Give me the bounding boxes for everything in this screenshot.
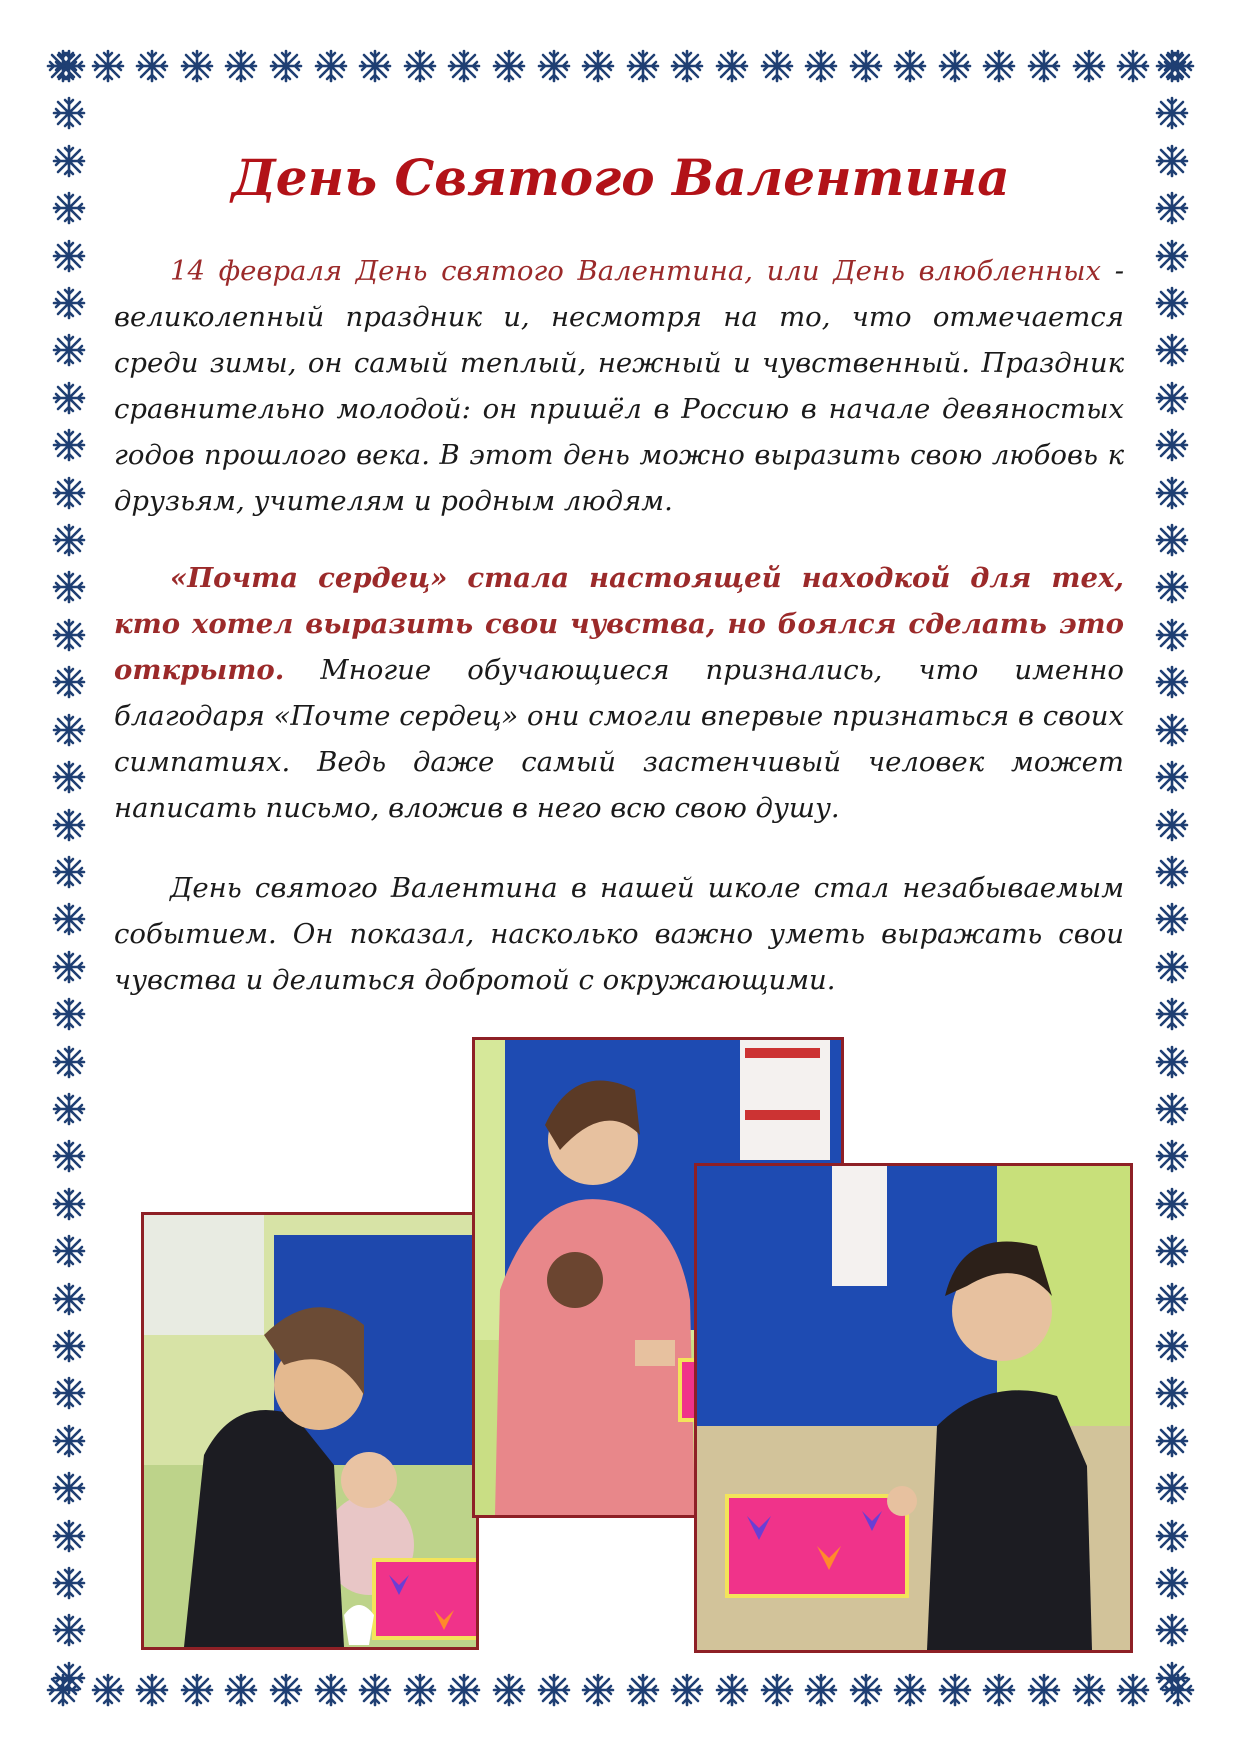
snowflake-icon (848, 48, 884, 84)
snowflake-icon (268, 48, 304, 84)
snowflake-icon (51, 996, 87, 1032)
snowflake-icon (536, 1672, 572, 1708)
snowflake-icon (848, 1672, 884, 1708)
snowflake-icon (1154, 1328, 1190, 1364)
snowflake-icon (90, 48, 126, 84)
paragraph-intro-highlight: 14 февраля День святого Валентина, или День влюбленных (170, 255, 1102, 287)
snowflake-icon (51, 712, 87, 748)
snowflake-icon (1071, 1672, 1107, 1708)
paragraph-intro (114, 248, 1124, 524)
snowflake-icon (402, 1672, 438, 1708)
snowflake-icon (51, 475, 87, 511)
snowflake-icon (1154, 1565, 1190, 1601)
snowflake-icon (1154, 380, 1190, 416)
snowflake-icon (51, 380, 87, 416)
snowflake-icon (51, 1091, 87, 1127)
photo-left (141, 1212, 479, 1650)
snowflake-icon (51, 48, 87, 84)
snowflake-icon (1154, 664, 1190, 700)
snowflake-icon (51, 664, 87, 700)
snowflake-icon (625, 1672, 661, 1708)
snowflake-icon (491, 48, 527, 84)
snowflake-icon (892, 1672, 928, 1708)
snowflake-icon (51, 854, 87, 890)
snowflake-icon (803, 1672, 839, 1708)
snowflake-icon (134, 1672, 170, 1708)
snowflake-icon (223, 48, 259, 84)
snowflake-icon (1026, 1672, 1062, 1708)
snowflake-icon (1154, 949, 1190, 985)
snowflake-icon (357, 48, 393, 84)
snowflake-icon (51, 1565, 87, 1601)
snowflake-icon (1154, 95, 1190, 131)
snowflake-icon (51, 569, 87, 605)
snowflake-icon (51, 617, 87, 653)
snowflake-icon (580, 1672, 616, 1708)
snowflake-icon (51, 1138, 87, 1174)
snowflake-icon (1154, 996, 1190, 1032)
snowflake-icon (1115, 1672, 1151, 1708)
photo-left-image (144, 1215, 476, 1647)
snowflake-icon (51, 1612, 87, 1648)
snowflake-icon (51, 1044, 87, 1080)
snowflake-icon (1154, 285, 1190, 321)
snowflake-icon (51, 1281, 87, 1317)
snowflake-icon (51, 807, 87, 843)
snowflake-icon (1154, 48, 1190, 84)
snowflake-icon (1154, 1375, 1190, 1411)
photo-right (694, 1163, 1133, 1653)
snowflake-icon (892, 48, 928, 84)
snowflake-icon (51, 1660, 87, 1696)
snowflake-icon (402, 48, 438, 84)
snowflake-icon (1071, 48, 1107, 84)
border-left (45, 48, 93, 1696)
snowflake-icon (51, 949, 87, 985)
snowflake-icon (1154, 569, 1190, 605)
page-title: День Святого Валентина (231, 148, 1010, 207)
snowflake-icon (51, 95, 87, 131)
snowflake-icon (714, 48, 750, 84)
snowflake-icon (223, 1672, 259, 1708)
snowflake-icon (1154, 1186, 1190, 1222)
snowflake-icon (937, 1672, 973, 1708)
snowflake-icon (714, 1672, 750, 1708)
snowflake-icon (1154, 1091, 1190, 1127)
snowflake-icon (1154, 1138, 1190, 1174)
snowflake-icon (669, 1672, 705, 1708)
snowflake-icon (759, 1672, 795, 1708)
snowflake-icon (803, 48, 839, 84)
snowflake-icon (1154, 1470, 1190, 1506)
snowflake-icon (51, 285, 87, 321)
snowflake-icon (51, 332, 87, 368)
snowflake-icon (981, 48, 1017, 84)
snowflake-icon (179, 48, 215, 84)
snowflake-icon (1154, 1660, 1190, 1696)
snowflake-icon (90, 1672, 126, 1708)
snowflake-icon (51, 1186, 87, 1222)
snowflake-icon (1026, 48, 1062, 84)
snowflake-icon (51, 1375, 87, 1411)
snowflake-icon (51, 1328, 87, 1364)
snowflake-icon (1154, 1281, 1190, 1317)
snowflake-icon (1154, 1044, 1190, 1080)
snowflake-icon (1154, 712, 1190, 748)
snowflake-icon (1154, 522, 1190, 558)
paragraph-heart-mail-highlight: «Почта сердец» стала настоящей находкой для тех, кто хотел выразить свои чувства, но боялся сделать это открыто. (114, 562, 1124, 686)
snowflake-icon (446, 1672, 482, 1708)
snowflake-icon (51, 1470, 87, 1506)
snowflake-icon (1154, 1612, 1190, 1648)
border-top (45, 42, 1196, 90)
border-right (1148, 48, 1196, 1696)
snowflake-icon (134, 48, 170, 84)
snowflake-icon (51, 238, 87, 274)
paragraph-conclusion: День святого Валентина в нашей школе стал незабываемым событием. Он показал, насколько важно уметь выражать свои чувства и делиться добротой с окружающими. (114, 872, 1124, 996)
snowflake-icon (981, 1672, 1017, 1708)
snowflake-icon (51, 1423, 87, 1459)
snowflake-icon (1154, 759, 1190, 795)
snowflake-icon (1154, 901, 1190, 937)
snowflake-icon (1154, 475, 1190, 511)
snowflake-icon (1154, 617, 1190, 653)
snowflake-icon (536, 48, 572, 84)
snowflake-icon (51, 1233, 87, 1269)
snowflake-icon (1154, 427, 1190, 463)
snowflake-icon (51, 522, 87, 558)
snowflake-icon (580, 48, 616, 84)
snowflake-icon (759, 48, 795, 84)
snowflake-icon (1154, 1518, 1190, 1554)
snowflake-icon (446, 48, 482, 84)
snowflake-icon (179, 1672, 215, 1708)
snowflake-icon (1154, 238, 1190, 274)
snowflake-icon (1154, 1233, 1190, 1269)
paragraph-heart-mail-text: Многие обучающиеся признались, что именно благодаря «Почте сердец» они смогли впервые признаться в своих симпатиях. Ведь даже самый застенчивый человек может написать письмо, вложив в него всю свою душу. (114, 654, 1124, 824)
snowflake-icon (1154, 854, 1190, 890)
snowflake-icon (1154, 1423, 1190, 1459)
snowflake-icon (937, 48, 973, 84)
snowflake-icon (1154, 332, 1190, 368)
snowflake-icon (1115, 48, 1151, 84)
paragraph-intro-text: - великолепный праздник и, несмотря на то, что отмечается среди зимы, он самый теплый, нежный и чувственный. Праздник сравнительно молодой: он пришёл в Россию в начале девяностых годов прошлого века. В этот день можно выразить свою любовь к друзьям, учителям и родным людям. (114, 255, 1124, 517)
snowflake-icon (625, 48, 661, 84)
snowflake-icon (51, 427, 87, 463)
snowflake-icon (357, 1672, 393, 1708)
snowflake-icon (51, 901, 87, 937)
snowflake-icon (268, 1672, 304, 1708)
paragraph-heart-mail (114, 555, 1124, 831)
snowflake-icon (1154, 807, 1190, 843)
snowflake-icon (313, 48, 349, 84)
snowflake-icon (491, 1672, 527, 1708)
snowflake-icon (669, 48, 705, 84)
border-bottom (45, 1666, 1196, 1714)
photo-right-image (697, 1166, 1130, 1650)
snowflake-icon (51, 1518, 87, 1554)
snowflake-icon (51, 759, 87, 795)
snowflake-icon (313, 1672, 349, 1708)
